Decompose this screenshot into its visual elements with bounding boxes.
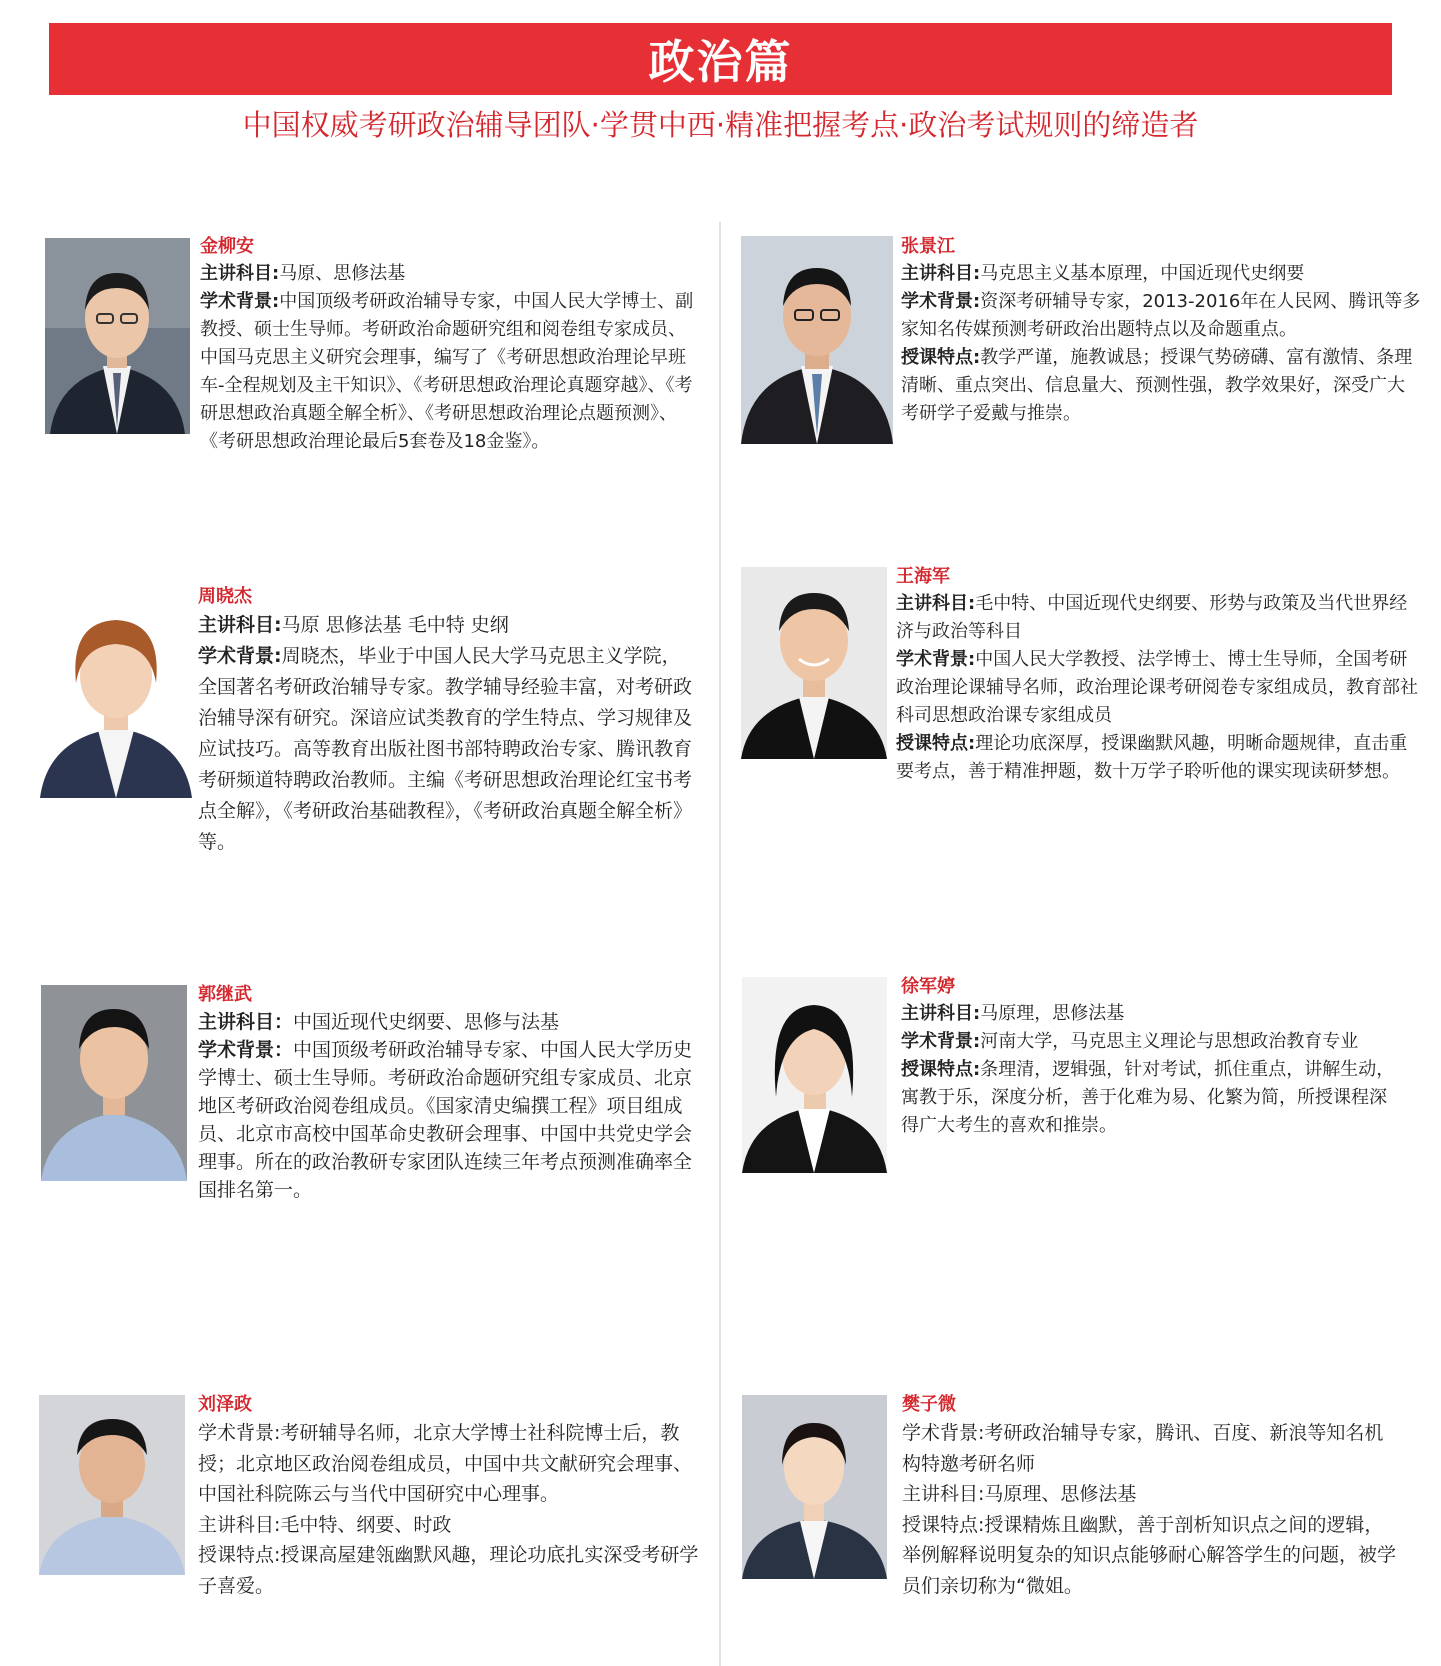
teacher-line: 授课特点:教学严谨，施教诚恳；授课气势磅礴、富有激情、条理清晰、重点突出、信息量大、预测性强，教学效果好，深受广大考研学子爱戴与推崇。 <box>901 347 1413 424</box>
header-banner <box>49 23 1392 95</box>
teacher-info <box>896 564 1421 786</box>
teacher-name: 王海军 <box>896 566 950 587</box>
teacher-line: 授课特点:理论功底深厚，授课幽默风趣，明晰命题规律，直击重要考点，善于精准押题，数十万学子聆听他的课实现读研梦想。 <box>896 733 1408 782</box>
teacher-line: 主讲科目:毛中特、中国近现代史纲要、形势与政策及当代世界经济与政治等科目 <box>896 593 1408 642</box>
teacher-line: 学术背景:中国顶级考研政治辅导专家，中国人民大学博士、副教授、硕士生导师。考研政治命题研究组和阅卷组专家成员、中国马克思主义研究会理事，编写了《考研思想政治理论早班车-全程规划及主干知识》、《考研思想政治理论真题穿越》、《考研思想政治真题全解全析》、《考研思想政治理论点题预测》、《考研思想政治理论最后5套卷及18金鉴》。 <box>200 291 694 452</box>
teacher-photo <box>45 238 190 434</box>
teacher-info <box>198 1392 708 1601</box>
teacher-name: 金柳安 <box>200 236 254 257</box>
page-subtitle: 中国权威考研政治辅导团队·学贯中西·精准把握考点·政治考试规则的缔造者 <box>242 108 1199 142</box>
teacher-line: 主讲科目:毛中特、纲要、时政 <box>198 1513 452 1536</box>
teacher-info <box>200 234 700 456</box>
teacher-name: 刘泽政 <box>198 1394 252 1415</box>
teacher-photo <box>741 236 893 444</box>
teacher-line: 学术背景:资深考研辅导专家，2013-2016年在人民网、腾讯等多家知名传媒预测考研政治出题特点以及命题重点。 <box>901 291 1421 340</box>
teacher-line: 授课特点:授课精炼且幽默，善于剖析知识点之间的逻辑，举例解释说明复杂的知识点能够耐心解答学生的问题，被学员们亲切称为“微姐。 <box>902 1513 1397 1597</box>
teacher-photo <box>39 1395 185 1575</box>
teacher-photo <box>742 1395 887 1579</box>
teacher-photo <box>742 977 887 1173</box>
teacher-line: 主讲科目:马原理、思修法基 <box>902 1483 1137 1505</box>
teacher-line: 学术背景：中国顶级考研政治辅导专家、中国人民大学历史学博士、硕士生导师。考研政治命题研究组专家成员、北京地区考研政治阅卷组成员。《国家清史编撰工程》项目组成员、北京市高校中国革命史教研会理事、中国中共党史学会理事。所在的政治教研专家团队连续三年考点预测准确率全国排名第一。 <box>198 1039 693 1201</box>
teacher-line: 主讲科目:马原、思修法基 <box>200 263 406 284</box>
teacher-name: 张景江 <box>901 236 955 257</box>
teacher-line: 学术背景:考研政治辅导专家，腾讯、百度、新浪等知名机构特邀考研名师 <box>902 1422 1384 1475</box>
teacher-line: 授课特点:授课高屋建瓴幽默风趣，理论功底扎实深受考研学子喜爱。 <box>198 1544 699 1597</box>
column-divider <box>719 222 721 1666</box>
teacher-line: 学术背景:河南大学，马克思主义理论与思想政治教育专业 <box>901 1031 1359 1052</box>
teacher-line: 学术背景:周晓杰，毕业于中国人民大学马克思主义学院，全国著名考研政治辅导专家。教学辅导经验丰富，对考研政治辅导深有研究。深谙应试类教育的学生特点、学习规律及应试技巧。高等教育出版社图书部特聘政治专家、腾讯教育考研频道特聘政治教师。主编《考研思想政治理论红宝书考点全解》，《考研政治基础教程》，《考研政治真题全解全析》等。 <box>198 645 693 853</box>
teacher-photo <box>741 567 887 759</box>
teacher-name: 郭继武 <box>198 984 252 1005</box>
teacher-line: 主讲科目:马原 思修法基 毛中特 史纲 <box>198 614 509 636</box>
teacher-info <box>901 234 1421 428</box>
teacher-info <box>902 1392 1402 1601</box>
teacher-line: 主讲科目:马原理，思修法基 <box>901 1003 1125 1024</box>
teacher-name: 徐军婷 <box>901 976 955 997</box>
teacher-info <box>198 982 698 1204</box>
page-title: 政治篇 <box>648 35 793 89</box>
teacher-line: 学术背景:中国人民大学教授、法学博士、博士生导师，全国考研政治理论课辅导名师，政治理论课考研阅卷专家组成员，教育部社科司思想政治课专家组成员 <box>896 649 1418 726</box>
teacher-info <box>198 584 698 858</box>
teacher-line: 主讲科目：中国近现代史纲要、思修与法基 <box>198 1011 560 1033</box>
teacher-line: 学术背景:考研辅导名师，北京大学博士社科院博士后，教授；北京地区政治阅卷组成员，中国中共文献研究会理事、中国社科院陈云与当代中国研究中心理事。 <box>198 1422 693 1505</box>
teacher-line: 授课特点:条理清，逻辑强，针对考试，抓住重点，讲解生动，寓教于乐，深度分析，善于化难为易、化繁为简，所授课程深得广大考生的喜欢和推崇。 <box>901 1059 1395 1136</box>
teacher-photo <box>40 588 192 798</box>
teacher-name: 樊子微 <box>902 1394 956 1415</box>
teacher-line: 主讲科目:马克思主义基本原理，中国近现代史纲要 <box>901 263 1305 284</box>
teacher-info <box>901 974 1401 1140</box>
teacher-photo <box>41 985 187 1181</box>
teacher-name: 周晓杰 <box>198 586 252 607</box>
